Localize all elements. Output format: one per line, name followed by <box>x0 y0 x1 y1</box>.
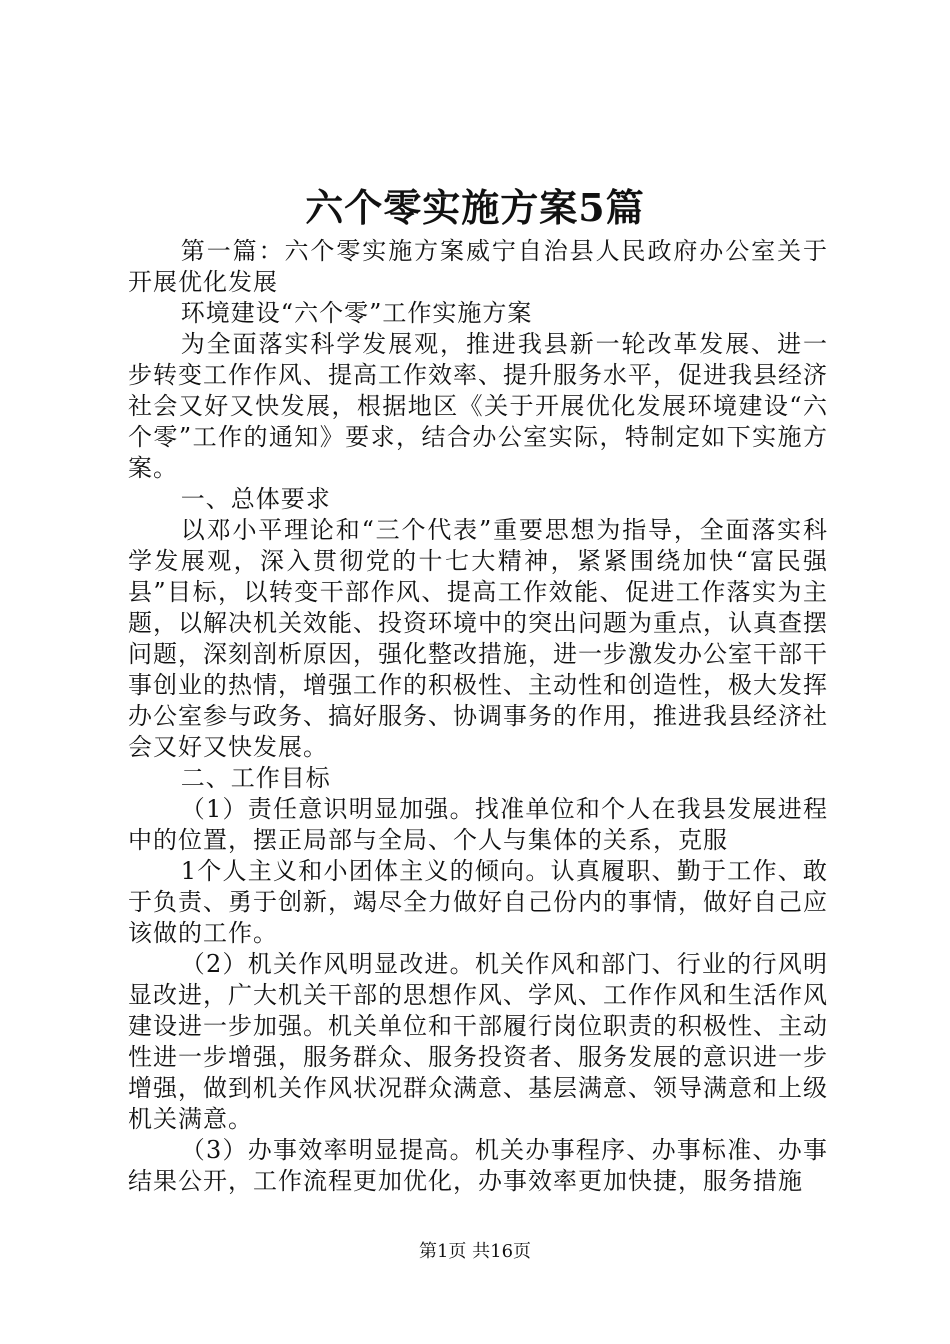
paragraph: （3）办事效率明显提高。机关办事程序、办事标准、办事结果公开，工作流程更加优化，办事效率更加快捷，服务措施 <box>128 1136 828 1195</box>
page-number-footer: 第1页 共16页 <box>418 1241 532 1262</box>
paragraph: 第一篇：六个零实施方案威宁自治县人民政府办公室关于开展优化发展 <box>128 237 828 296</box>
paragraph: （1）责任意识明显加强。找准单位和个人在我县发展进程中的位置，摆正局部与全局、个人与集体的关系，克服 <box>128 795 828 854</box>
document-title: 六个零实施方案5篇 <box>305 185 645 230</box>
section-heading: 一、总体要求 <box>180 485 331 513</box>
paragraph: 1个人主义和小团体主义的倾向。认真履职、勤于工作、敢于负责、勇于创新，竭尽全力做好自己份内的事情，做好自己应该做的工作。 <box>128 857 828 947</box>
paragraph: 环境建设“六个零”工作实施方案 <box>180 299 533 327</box>
document-body <box>128 236 828 1197</box>
paragraph: （2）机关作风明显改进。机关作风和部门、行业的行风明显改进，广大机关干部的思想作风、学风、工作作风和生活作风建设进一步加强。机关单位和干部履行岗位职责的积极性、主动性进一步增强，服务群众、服务投资者、服务发展的意识进一步增强，做到机关作风状况群众满意、基层满意、领导满意和上级机关满意。 <box>128 950 828 1133</box>
paragraph: 以邓小平理论和“三个代表”重要思想为指导，全面落实科学发展观，深入贯彻党的十七大精神，紧紧围绕加快“富民强县”目标，以转变干部作风、提高工作效能、促进工作落实为主题，以解决机关效能、投资环境中的突出问题为重点，认真查摆问题，深刻剖析原因，强化整改措施，进一步激发办公室干部干事创业的热情，增强工作的积极性、主动性和创造性，极大发挥办公室参与政务、搞好服务、协调事务的作用，推进我县经济社会又好又快发展。 <box>128 516 828 761</box>
paragraph: 为全面落实科学发展观，推进我县新一轮改革发展、进一步转变工作作风、提高工作效率、提升服务水平，促进我县经济社会又好又快发展，根据地区《关于开展优化发展环境建设“六个零”工作的通知》要求，结合办公室实际，特制定如下实施方案。 <box>128 330 828 482</box>
section-heading: 二、工作目标 <box>180 764 331 792</box>
